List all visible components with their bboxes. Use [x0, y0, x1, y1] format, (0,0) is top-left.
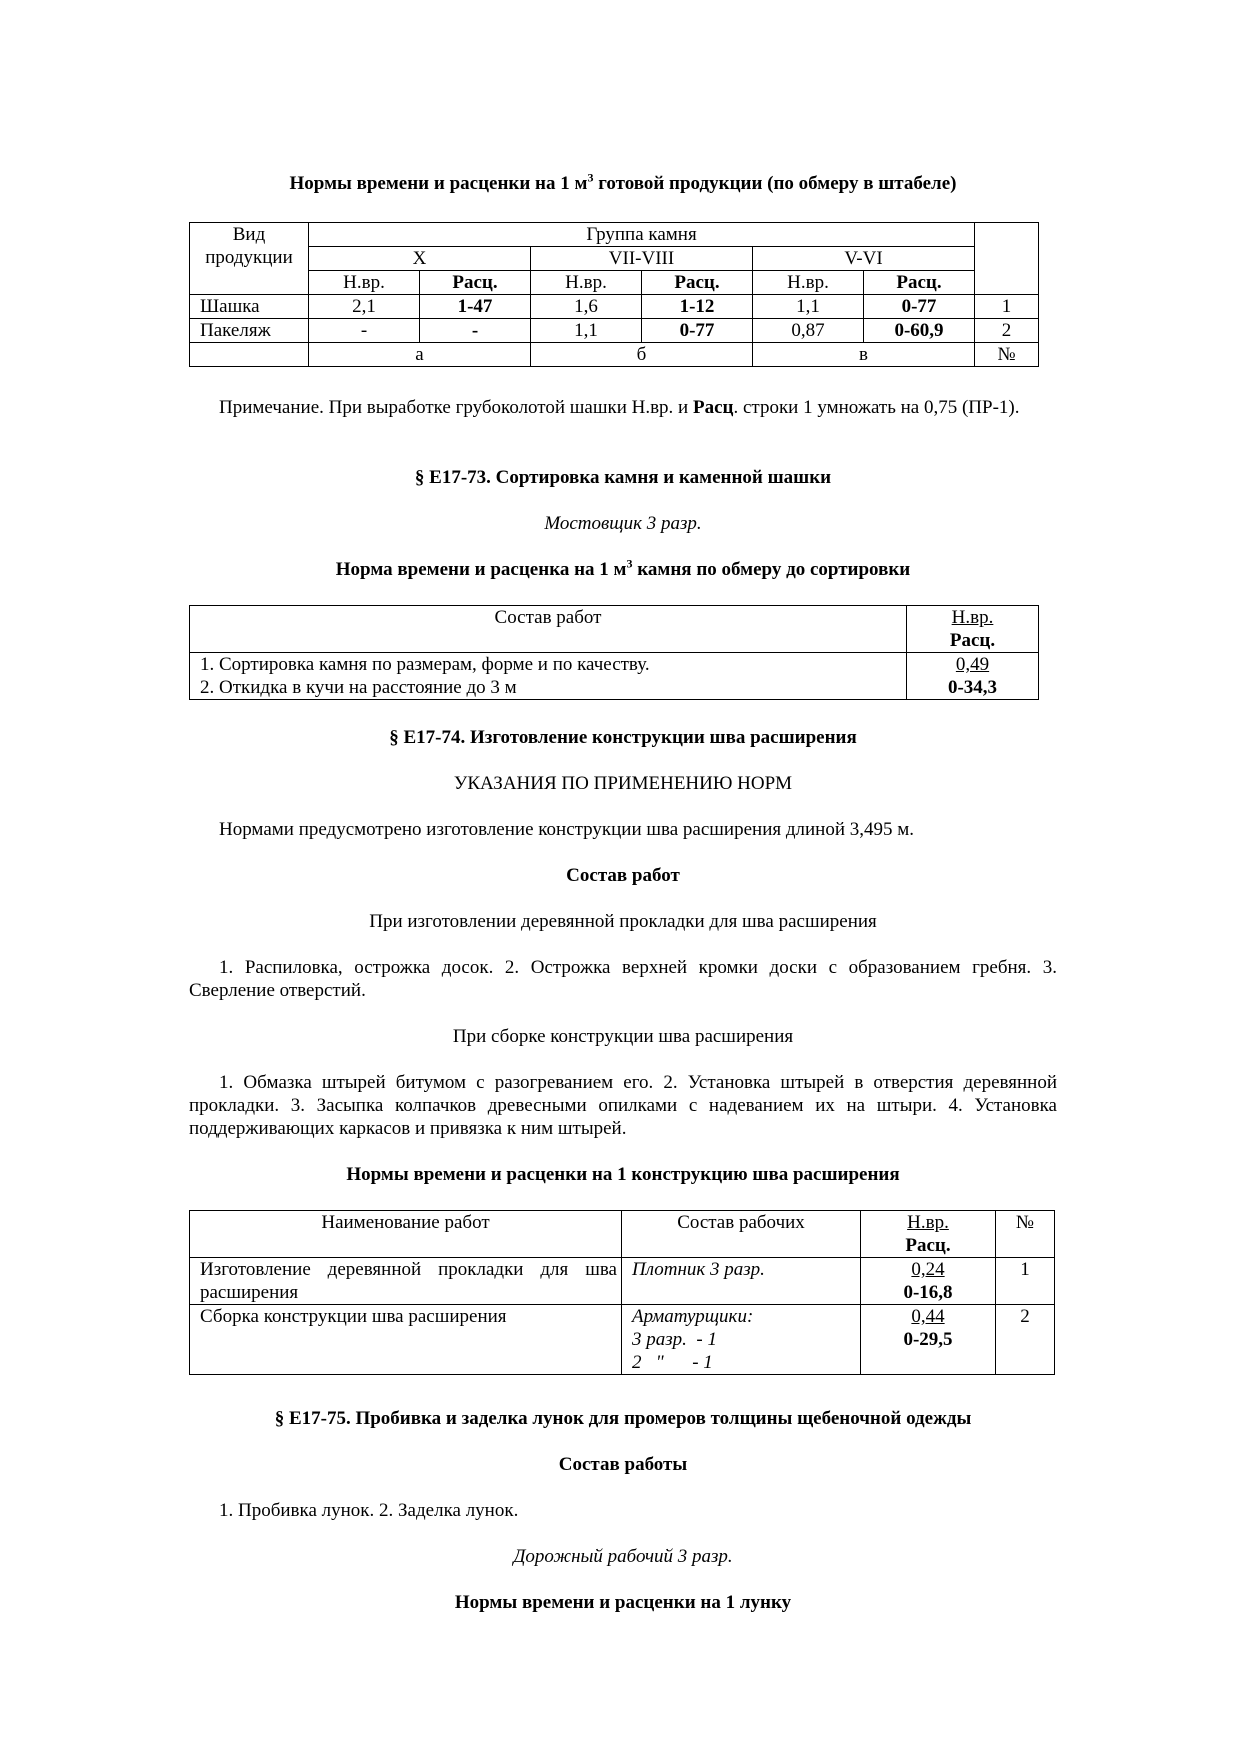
header-nvr: Н.вр. [951, 607, 994, 628]
table-row [190, 1305, 1055, 1375]
norm-values [861, 1258, 996, 1305]
row-name: Шашка [190, 295, 309, 319]
col-rasc: Расц. [864, 271, 975, 295]
worker-label: Дорожный рабочий 3 разр. [513, 1546, 733, 1567]
subsection-text: 1. Распиловка, острожка досок. 2. Острожка верхней кромки доски с образованием гребня. 3. Сверление отверстий. [189, 957, 1057, 1001]
table-cell: - [309, 319, 420, 343]
footer-letter: б [531, 343, 753, 367]
note-text-end: . строки 1 умножать на 0,75 (ПР-1). [733, 397, 1020, 418]
note-text: Примечание. При выработке грубоколотой шашки Н.вр. и [219, 397, 693, 418]
group-v-vi: V-VI [753, 247, 975, 271]
row-number: 2 [996, 1305, 1055, 1375]
table1-title-text: Нормы времени и расценки на 1 м [289, 173, 588, 194]
header-empty [975, 223, 1039, 295]
note-bold: Расц [692, 397, 734, 418]
work-composition-title: Состав работ [566, 865, 680, 886]
crew-line: 3 разр. - 1 [632, 1329, 717, 1350]
table-cell: - [420, 319, 531, 343]
table2-title-sup: 3 [626, 556, 633, 571]
col-nvr: Н.вр. [531, 271, 642, 295]
table2-title-text: Норма времени и расценка на 1 м [335, 559, 627, 580]
instructions-title: УКАЗАНИЯ ПО ПРИМЕНЕНИЮ НОРМ [453, 773, 793, 794]
table-row [190, 319, 1039, 343]
header-number: № [996, 1211, 1055, 1258]
table-row [190, 653, 1039, 700]
table-cell: 0-77 [864, 295, 975, 319]
table-cell: 0-77 [642, 319, 753, 343]
row-number: 1 [975, 295, 1039, 319]
table-cell: 1-47 [420, 295, 531, 319]
table3-title: Нормы времени и расценки на 1 конструкцию шва расширения [346, 1164, 900, 1185]
nvr-value: 0,24 [911, 1259, 945, 1280]
row-number: 1 [996, 1258, 1055, 1305]
table-cell: 1,1 [753, 295, 864, 319]
table1-title [189, 172, 1057, 195]
work-name: Изготовление деревянной прокладки для шва расширения [190, 1258, 622, 1305]
table-cell: 0,87 [753, 319, 864, 343]
section-e17-75-heading: § Е17-75. Пробивка и заделка лунок для промеров толщины щебеночной одежды [274, 1408, 972, 1429]
table4-title: Нормы времени и расценки на 1 лунку [454, 1592, 792, 1613]
header-crew: Состав рабочих [622, 1211, 861, 1258]
table-cell: 0-60,9 [864, 319, 975, 343]
nvr-value: 0,44 [911, 1306, 945, 1327]
header-work-name: Наименование работ [190, 1211, 622, 1258]
header-nvr: Н.вр. [907, 1212, 949, 1233]
header-nvr-rasc [907, 606, 1039, 653]
section-e17-74-heading: § Е17-74. Изготовление конструкции шва расширения [389, 727, 857, 748]
sorting-table [189, 605, 1039, 700]
group-x: X [309, 247, 531, 271]
subsection-title: При изготовлении деревянной прокладки для шва расширения [369, 911, 877, 932]
col-nvr: Н.вр. [753, 271, 864, 295]
work-line: 2. Откидка в кучи на расстояние до 3 м [200, 677, 517, 698]
header-stone-group: Группа камня [309, 223, 975, 247]
work-composition-title: Состав работы [558, 1454, 688, 1475]
col-nvr: Н.вр. [309, 271, 420, 295]
work-name: Сборка конструкции шва расширения [190, 1305, 622, 1375]
col-rasc: Расц. [420, 271, 531, 295]
subsection-text: 1. Обмазка штырей битумом с разогреванием его. 2. Установка штырей в отверстия деревянной прокладки. 3. Засыпка колпачков древесными опилками с надеванием их на штыри. 4. Установка поддерживающих каркасов и привязка к ним штырей. [189, 1072, 1057, 1139]
table1-title-rest: готовой продукции (по обмеру в штабеле) [593, 173, 957, 194]
subsection-title: При сборке конструкции шва расширения [452, 1026, 794, 1047]
rasc-value: 0-29,5 [903, 1329, 953, 1350]
table-cell: 1,1 [531, 319, 642, 343]
table-cell: 1,6 [531, 295, 642, 319]
section-e17-73-heading: § Е17-73. Сортировка камня и каменной шашки [414, 467, 832, 488]
stone-group-table [189, 222, 1039, 367]
norm-values [907, 653, 1039, 700]
norm-values [861, 1305, 996, 1375]
instructions-text: Нормами предусмотрено изготовление конструкции шва расширения длиной 3,495 м. [219, 819, 915, 840]
nvr-value: 0,49 [955, 654, 990, 675]
table1-title-sup: 3 [587, 170, 594, 185]
crew-line: Арматурщики: [632, 1306, 754, 1327]
header-rasc: Расц. [949, 630, 996, 651]
footer-letter: в [753, 343, 975, 367]
rasc-value: 0-16,8 [903, 1282, 953, 1303]
row-name: Пакеляж [190, 319, 309, 343]
footer-letter: а [309, 343, 531, 367]
table-row [190, 1258, 1055, 1305]
col-rasc: Расц. [642, 271, 753, 295]
crew [622, 1305, 861, 1375]
table2-title [189, 558, 1057, 581]
crew: Плотник 3 разр. [622, 1258, 861, 1305]
worker-label: Мостовщик 3 разр. [544, 513, 702, 534]
group-vii-viii: VII-VIII [531, 247, 753, 271]
table1-note [189, 396, 1057, 419]
rasc-value: 0-34,3 [947, 677, 998, 698]
header-nvr-rasc [861, 1211, 996, 1258]
work-description [190, 653, 907, 700]
table-cell: 1-12 [642, 295, 753, 319]
expansion-joint-table [189, 1210, 1055, 1375]
table-row [190, 295, 1039, 319]
work-text: 1. Пробивка лунок. 2. Заделка лунок. [219, 1500, 519, 1521]
header-rasc: Расц. [905, 1235, 951, 1256]
header-work: Состав работ [190, 606, 907, 653]
footer-empty [190, 343, 309, 367]
header-product-type: Вид продукции [190, 223, 309, 295]
table2-title-rest: камня по обмеру до сортировки [632, 559, 911, 580]
footer-number-sign: № [975, 343, 1039, 367]
table-cell: 2,1 [309, 295, 420, 319]
work-line: 1. Сортировка камня по размерам, форме и по качеству. [200, 654, 650, 675]
crew-line: 2 " - 1 [632, 1352, 713, 1373]
row-number: 2 [975, 319, 1039, 343]
